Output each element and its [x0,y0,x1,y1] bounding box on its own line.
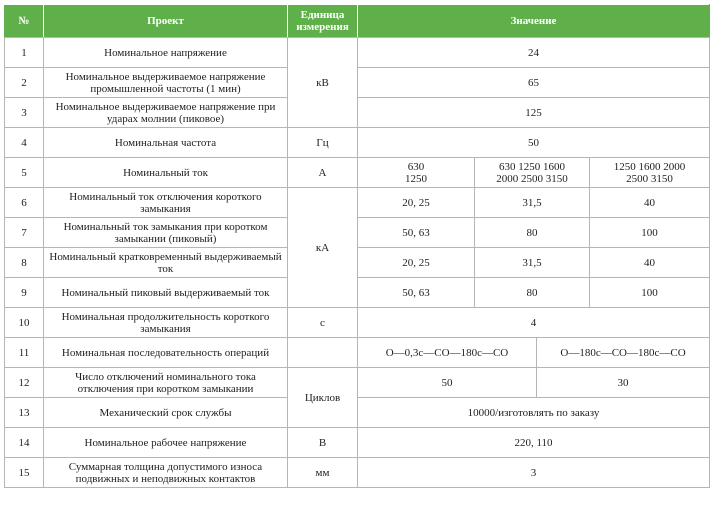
row-name: Номинальная последовательность операций [44,338,288,368]
row-number: 3 [5,98,44,128]
table-row [5,218,710,248]
row-value: 1250 1600 2000 2500 3150 [590,158,710,188]
row-number: 10 [5,308,44,338]
row-number: 6 [5,188,44,218]
row-number: 8 [5,248,44,278]
row-name: Номинальное выдерживаемое напряжение промышленной частоты (1 мин) [44,68,288,98]
row-value: 10000/изготовлять по заказу [358,398,710,428]
row-number: 2 [5,68,44,98]
table-row [5,248,710,278]
row-number: 5 [5,158,44,188]
row-value: 630 1250 1600 2000 2500 3150 [475,158,590,188]
spec-table [4,4,710,488]
row-unit: кВ [288,38,358,128]
table-row [5,428,710,458]
row-unit: A [288,158,358,188]
row-value: 40 [590,248,710,278]
row-unit: Циклов [288,368,358,428]
row-value: 100 [590,278,710,308]
row-value: 30 [537,368,710,398]
row-number: 13 [5,398,44,428]
row-value: 50, 63 [358,278,475,308]
table-row [5,308,710,338]
row-unit: кА [288,188,358,308]
row-value: 20, 25 [358,188,475,218]
header-value: Значение [358,5,710,38]
row-number: 1 [5,38,44,68]
row-value: O—0,3с—CO—180с—CO [358,338,537,368]
row-name: Номинальный ток отключения короткого замыкания [44,188,288,218]
header-row [5,5,710,38]
row-name: Номинальный кратковременный выдерживаемый ток [44,248,288,278]
row-number: 9 [5,278,44,308]
row-name: Номинальный пиковый выдерживаемый ток [44,278,288,308]
row-value: 31,5 [475,248,590,278]
table-row [5,398,710,428]
row-name: Число отключений номинального тока отключения при коротком замыкании [44,368,288,398]
table-row [5,338,710,368]
spec-table-wrapper [4,4,709,488]
table-row [5,458,710,488]
header-project: Проект [44,5,288,38]
row-number: 4 [5,128,44,158]
row-name: Номинальная частота [44,128,288,158]
row-value: 80 [475,278,590,308]
row-value: 50 [358,368,537,398]
row-name: Номинальный ток замыкания при коротком замыкании (пиковый) [44,218,288,248]
header-unit: Единица измерения [288,5,358,38]
row-unit: Гц [288,128,358,158]
row-unit: с [288,308,358,338]
table-row [5,128,710,158]
row-name: Номинальное выдерживаемое напряжение при ударах молнии (пиковое) [44,98,288,128]
row-name: Номинальная продолжительность короткого замыкания [44,308,288,338]
row-value: 24 [358,38,710,68]
table-row [5,98,710,128]
row-value: 50, 63 [358,218,475,248]
table-row [5,278,710,308]
row-value: 4 [358,308,710,338]
table-row [5,38,710,68]
row-value: 630 1250 [358,158,475,188]
row-value: 65 [358,68,710,98]
row-value: 40 [590,188,710,218]
row-number: 11 [5,338,44,368]
row-value: 50 [358,128,710,158]
row-value: 80 [475,218,590,248]
row-value: O—180с—CO—180с—CO [537,338,710,368]
row-name: Суммарная толщина допустимого износа подвижных и неподвижных контактов [44,458,288,488]
row-name: Номинальный ток [44,158,288,188]
table-row [5,188,710,218]
row-unit: В [288,428,358,458]
row-number: 15 [5,458,44,488]
table-row [5,68,710,98]
row-value: 3 [358,458,710,488]
row-name: Механический срок службы [44,398,288,428]
row-value: 20, 25 [358,248,475,278]
row-number: 14 [5,428,44,458]
row-value: 220, 110 [358,428,710,458]
row-number: 12 [5,368,44,398]
row-number: 7 [5,218,44,248]
row-value: 100 [590,218,710,248]
row-value: 31,5 [475,188,590,218]
row-value: 125 [358,98,710,128]
table-row [5,158,710,188]
row-name: Номинальное рабочее напряжение [44,428,288,458]
row-unit-empty [288,338,358,368]
header-num: № [5,5,44,38]
row-unit: мм [288,458,358,488]
table-row [5,368,710,398]
row-name: Номинальное напряжение [44,38,288,68]
